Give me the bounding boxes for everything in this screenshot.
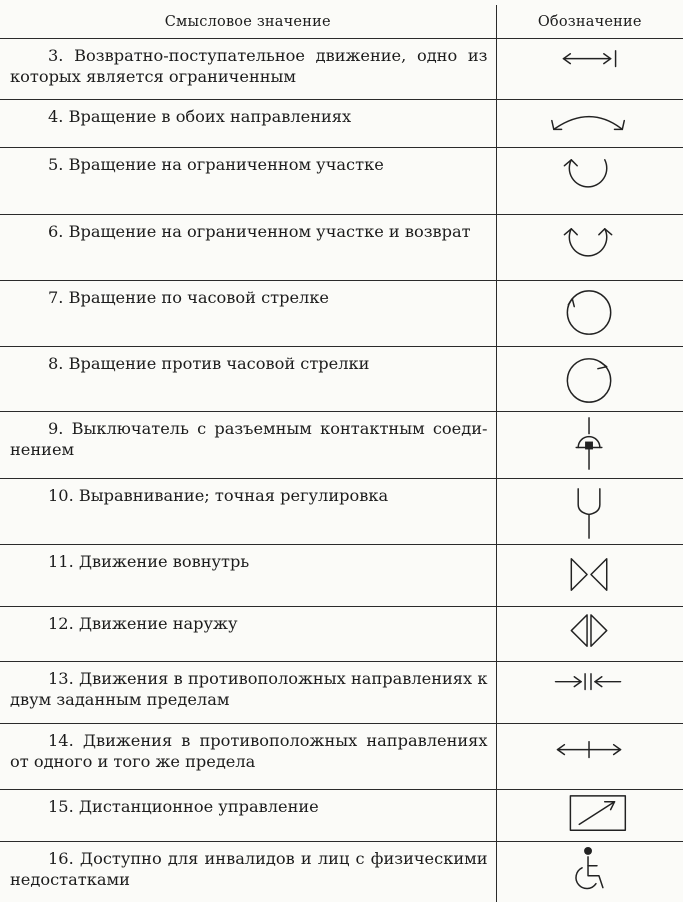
row-meaning: 7. Вращение по часовой стрелке	[10, 287, 488, 308]
table-row	[0, 281, 683, 347]
row-meaning: 11. Движение вовнутрь	[10, 551, 488, 572]
header-symbol: Обозначение	[496, 5, 683, 39]
table-row	[0, 100, 683, 148]
table-row	[0, 790, 683, 842]
header-row	[0, 5, 683, 39]
rotation-limited-return-icon	[497, 215, 683, 280]
table-row	[0, 479, 683, 545]
row-meaning: 8. Вращение против часовой стрелки	[10, 353, 488, 374]
rotation-counterclockwise-icon	[497, 347, 683, 411]
movement-inward-icon	[497, 545, 683, 606]
header-meaning: Смысловое значение	[0, 5, 496, 39]
reciprocating-limited-icon	[497, 39, 683, 99]
opposite-to-two-limits-icon	[497, 662, 683, 723]
row-meaning: 6. Вращение на ограниченном участке и возврат	[10, 221, 488, 242]
table-row	[0, 148, 683, 215]
row-meaning: 4. Вращение в обоих направлениях	[10, 106, 488, 127]
wheelchair-access-icon	[497, 842, 683, 902]
table-row	[0, 545, 683, 607]
table-row	[0, 347, 683, 412]
rotation-clockwise-icon	[497, 281, 683, 346]
row-meaning: 5. Вращение на ограниченном участке	[10, 154, 488, 175]
rotation-both-directions-icon	[497, 100, 683, 147]
row-meaning: 14. Движения в противоположных направлениях от одного и того же предела	[10, 730, 488, 772]
symbols-table	[0, 5, 683, 902]
table-row	[0, 39, 683, 100]
table-row	[0, 842, 683, 902]
row-meaning: 10. Выравнивание; точная регулировка	[10, 485, 488, 506]
row-meaning: 3. Возвратно-поступательное движение, одно из которых является ограниченным	[10, 45, 488, 87]
fine-adjustment-icon	[497, 479, 683, 544]
row-meaning: 16. Доступно для инвалидов и лиц с физическими недостатками	[10, 848, 488, 890]
plug-switch-icon	[497, 412, 683, 478]
table-row	[0, 662, 683, 724]
row-meaning: 13. Движения в противоположных направлениях к двум заданным пределам	[10, 668, 488, 710]
table-row	[0, 412, 683, 479]
rotation-limited-icon	[497, 148, 683, 214]
table-row	[0, 607, 683, 662]
row-meaning: 15. Дистанционное управление	[10, 796, 488, 817]
opposite-from-one-limit-icon	[497, 724, 683, 789]
remote-control-icon	[497, 790, 683, 841]
row-meaning: 12. Движение наружу	[10, 613, 488, 634]
movement-outward-icon	[497, 607, 683, 661]
table-row	[0, 724, 683, 790]
row-meaning: 9. Выключатель с разъемным контактным соеди-нением	[10, 418, 488, 460]
table-row	[0, 215, 683, 281]
